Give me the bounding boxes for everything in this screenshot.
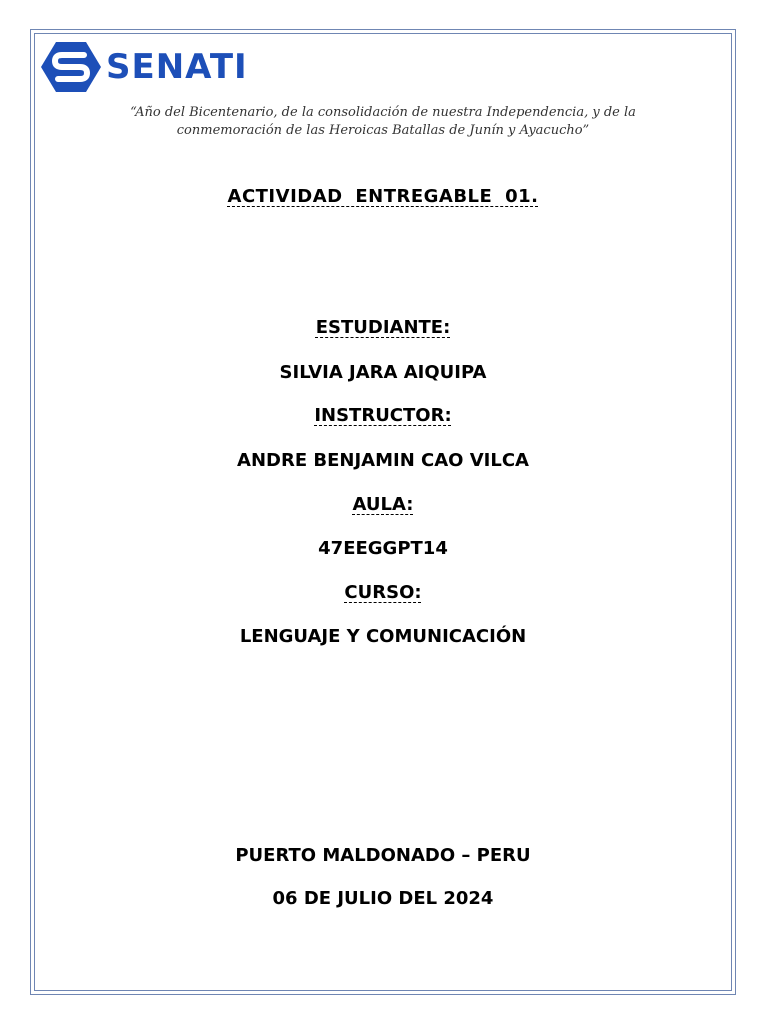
senati-logo <box>40 40 248 94</box>
institutional-motto <box>60 104 706 140</box>
student-label: ESTUDIANTE: <box>315 317 451 338</box>
senati-logo-icon <box>40 41 102 93</box>
student-name: SILVIA JARA AIQUIPA <box>279 362 487 383</box>
location: PUERTO MALDONADO – PERU <box>235 845 531 866</box>
document-title: ACTIVIDAD ENTREGABLE 01. <box>227 186 539 207</box>
instructor-name: ANDRE BENJAMIN CAO VILCA <box>237 450 529 471</box>
motto-line-1: “Año del Bicentenario, de la consolidación de nuestra Independencia, y de la <box>130 105 636 120</box>
date: 06 DE JULIO DEL 2024 <box>272 888 494 909</box>
instructor-label: INSTRUCTOR: <box>314 405 452 426</box>
classroom-value: 47EEGGPT14 <box>318 538 448 559</box>
motto-line-2: conmemoración de las Heroicas Batallas de Junín y Ayacucho” <box>176 123 590 138</box>
course-label: CURSO: <box>344 582 422 603</box>
classroom-label: AULA: <box>352 494 414 515</box>
logo-text: SENATI <box>106 47 248 87</box>
course-value: LENGUAJE Y COMUNICACIÓN <box>239 626 527 647</box>
